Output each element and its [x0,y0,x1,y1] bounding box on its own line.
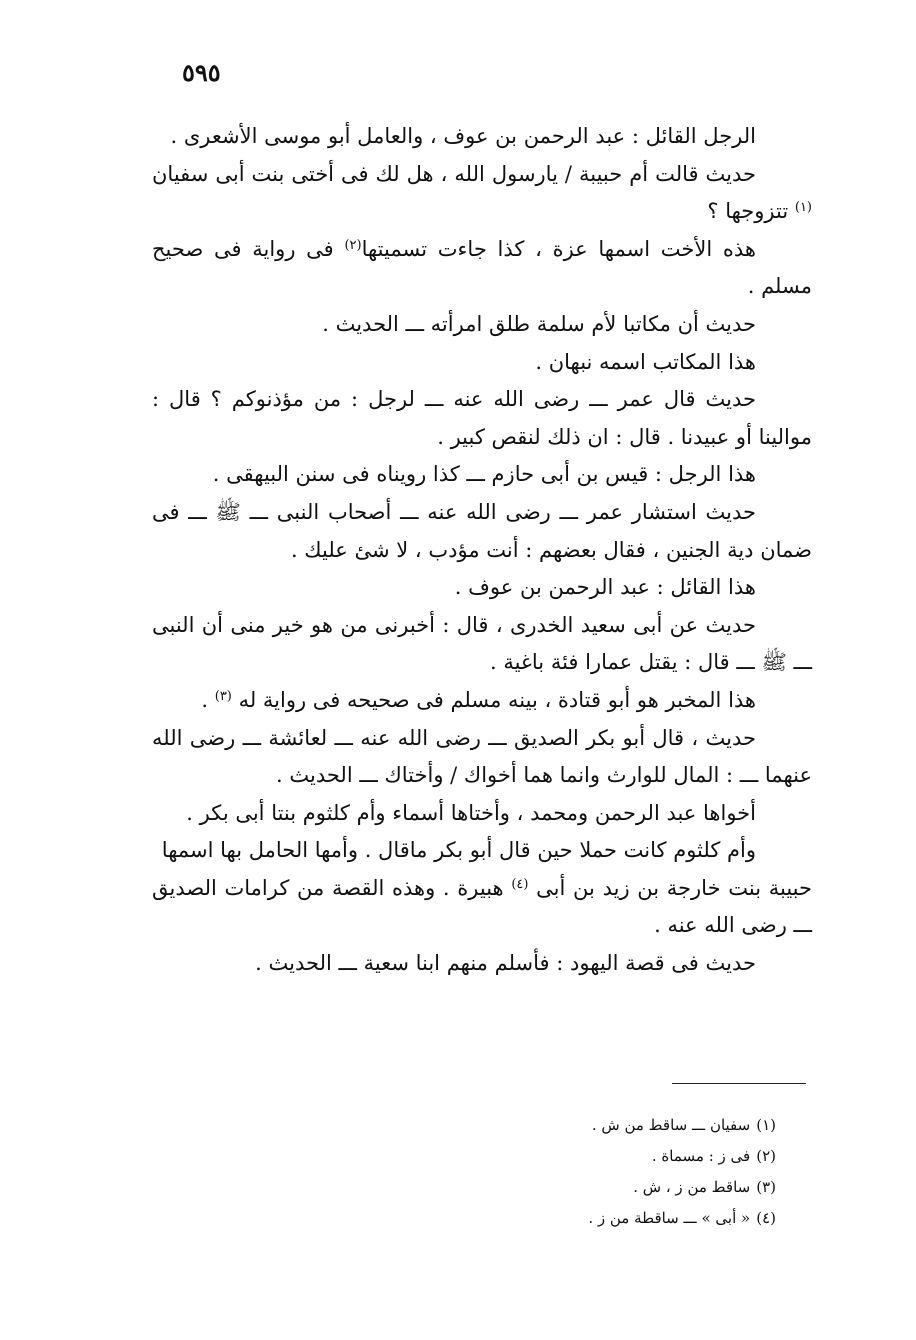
footnote: (٤)« أبى » ـــ ساقطة من ز . [588,1209,776,1227]
paragraph: حديث قالت أم حبيبة / يارسول الله ، هل لك فى أختى بنت أبى سفيان $^{(١)}$ تتزوجها ؟ [152,161,812,224]
footnote-number: (٢) [756,1147,776,1165]
footnote: (٢)فى ز : مسماة . [651,1147,776,1165]
paragraph: أخواها عبد الرحمن ومحمد ، وأختاها أسماء وأم كلثوم بنتا أبى بكر . [186,800,756,825]
paragraph: هذا الرجل : قيس بن أبى حازم ـــ كذا رويناه فى سنن البيهقى . [212,462,756,487]
footnote-number: (١) [756,1116,776,1134]
footnote-ref: (٢) [344,237,362,253]
footnote: (١)سفيان ـــ ساقط من ش . [591,1116,776,1134]
paragraph: هذه الأخت اسمها عزة ، كذا جاءت تسميتها$^{(٢)}$ فى رواية فى صحيح مسلم . [152,236,812,299]
paragraph: حديث قال عمر ـــ رضى الله عنه ـــ لرجل : من مؤذنوكم ؟ قال : موالينا أو عبيدنا . قال : ان ذلك لنقص كبير . [152,387,812,449]
page-number: ٥٩٥ [182,58,221,87]
paragraph: هذا المكاتب اسمه نبهان . [535,349,756,374]
paragraph: حبيبة بنت خارجة بن زيد بن أبى $^{(٤)}$ هبيرة . وهذه القصة من كرامات الصديق ـــ رضى الله عنه . [152,875,812,938]
footnote: (٣)ساقط من ز ، ش . [633,1178,776,1196]
paragraph: هذا المخبر هو أبو قتادة ، بينه مسلم فى صحيحه فى رواية له $^{(٣)}$ . [201,687,756,712]
footnote-ref: (٣) [214,688,232,704]
paragraph: وأم كلثوم كانت حملا حين قال أبو بكر ماقال . وأمها الحامل بها اسمها [161,838,756,863]
paragraph: حديث أن مكاتبا لأم سلمة طلق امرأته ـــ الحديث . [322,311,756,336]
body-text [152,118,812,983]
footnote-number: (٣) [756,1178,776,1196]
paragraph: حديث عن أبى سعيد الخدرى ، قال : أخبرنى من هو خير منى أن النبى ـــ ﷺ ـــ قال : يقتل عمارا فئة باغية . [152,612,812,675]
footnote-number: (٤) [756,1209,776,1227]
footnote-ref: (٤) [511,876,529,892]
footnote-ref: (١) [794,200,812,216]
paragraph: حديث ، قال أبو بكر الصديق ـــ رضى الله عنه ـــ لعائشة ـــ رضى الله عنهما ـــ : المال للوارث وانما هما أخواك / وأختاك ـــ الحديث . [152,725,812,788]
paragraph: الرجل القائل : عبد الرحمن بن عوف ، والعامل أبو موسى الأشعرى . [170,124,756,148]
paragraph: حديث فى قصة اليهود : فأسلم منهم ابنا سعية ـــ الحديث . [255,951,756,976]
paragraph: هذا القائل : عبد الرحمن بن عوف . [454,575,756,600]
paragraph: حديث استشار عمر ـــ رضى الله عنه ـــ أصحاب النبى ـــ ﷺ ـــ فى ضمان دية الجنين ، فقال بعضهم : أنت مؤدب ، لا شئ عليك . [152,499,812,562]
footnotes [300,1110,776,1234]
footnote-divider [672,1083,806,1084]
